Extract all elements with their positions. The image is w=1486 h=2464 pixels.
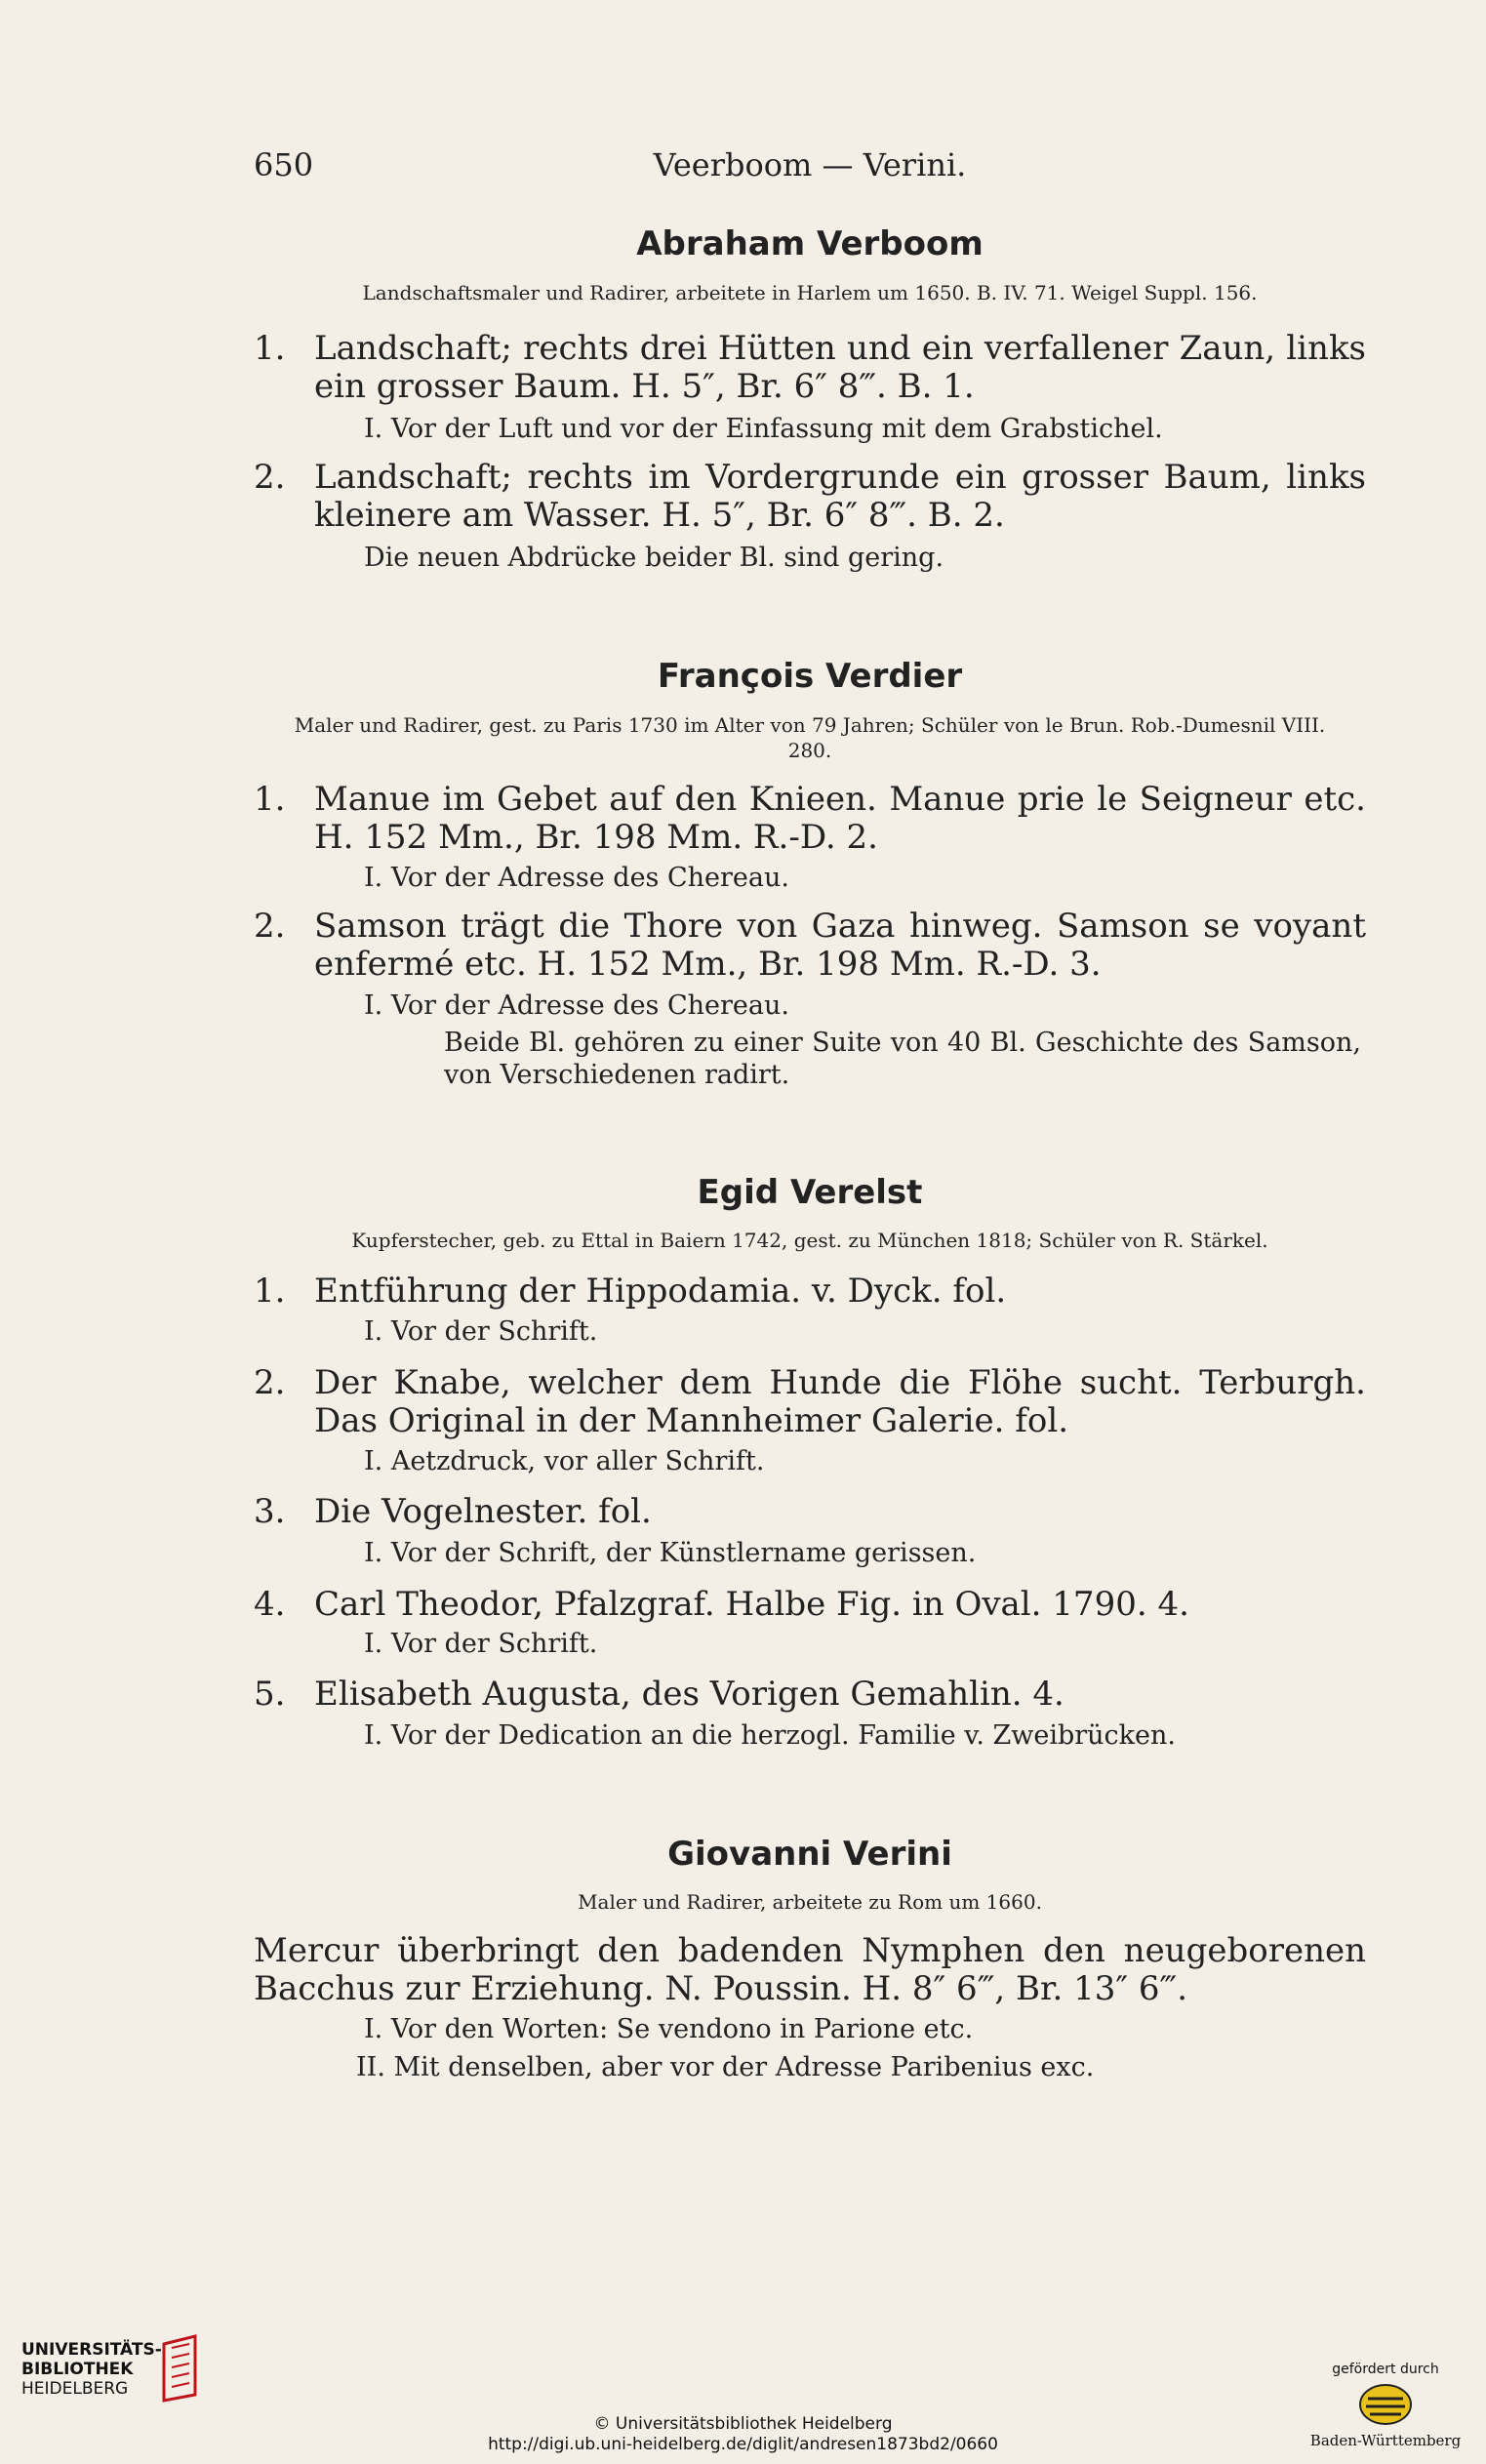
artist-heading: Giovanni Verini: [667, 1835, 952, 1874]
entry-text: Samson trägt die Thore von Gaza hinweg. Samson se voyant enfermé etc. H. 152 Mm., Br. 198 Mm. R.-D. 3.: [314, 907, 1366, 984]
catalog-entry: [254, 781, 1366, 857]
entry-number: 2.: [254, 1363, 286, 1402]
entry-number: 2.: [254, 458, 286, 497]
state-note: Die neuen Abdrücke beider Bl. sind gering.: [364, 543, 944, 573]
page-number: 650: [254, 146, 314, 183]
catalog-entry: [254, 908, 1366, 984]
catalog-entry: [254, 1364, 1366, 1440]
state-note: I. Vor der Adresse des Chereau.: [364, 990, 789, 1021]
state-crest-icon: [1358, 2383, 1413, 2426]
source-url[interactable]: http://digi.ub.uni-heidelberg.de/diglit/andresen1873bd2/0660: [488, 2435, 998, 2454]
catalog-entry: [254, 1676, 1366, 1714]
library-mark-icon: [156, 2334, 203, 2403]
state-note: I. Vor der Schrift.: [364, 1629, 598, 1659]
entry-number: 5.: [254, 1675, 286, 1714]
catalog-entry: [254, 1586, 1366, 1624]
artist-bio: Kupferstecher, geb. zu Ettal in Baiern 1742, gest. zu München 1818; Schüler von R. Stärkel.: [351, 1229, 1268, 1252]
state-note: II. Mit denselben, aber vor der Adresse Paribenius exc.: [356, 2052, 1095, 2082]
entry-text: Landschaft; rechts im Vordergrunde ein grosser Baum, links kleinere am Wasser. H. 5″, Br. 6″ 8‴. B. 2.: [314, 458, 1366, 535]
state-note: I. Vor den Worten: Se vendono in Parione etc.: [364, 2014, 974, 2044]
catalog-entry: [254, 1272, 1366, 1311]
catalog-entry: [254, 459, 1366, 535]
catalog-entry: [254, 1493, 1366, 1531]
entry-text: Landschaft; rechts drei Hütten und ein verfallener Zaun, links ein grosser Baum. H. 5″, Br. 6″ 8‴. B. 1.: [314, 329, 1366, 406]
entry-text: Elisabeth Augusta, des Vorigen Gemahlin. 4.: [314, 1675, 1064, 1714]
entry-text: Manue im Gebet auf den Knieen. Manue prie le Seigneur etc. H. 152 Mm., Br. 198 Mm. R.-D. 2.: [314, 780, 1366, 857]
entry-number: 1.: [254, 1272, 286, 1311]
artist-heading: François Verdier: [657, 657, 963, 696]
entry-number: 2.: [254, 907, 286, 946]
entry-number: 4.: [254, 1585, 286, 1624]
entry-number: 3.: [254, 1492, 286, 1531]
digitization-footer: [0, 2332, 1486, 2464]
entry-number: 1.: [254, 780, 286, 819]
running-head: Veerboom — Verini.: [653, 146, 967, 183]
entry-text: Mercur überbringt den badenden Nymphen den neugeborenen Bacchus zur Erziehung. N. Poussin. H. 8″ 6‴, Br. 13″ 6‴.: [254, 1931, 1366, 2008]
state-note: I. Aetzdruck, vor aller Schrift.: [364, 1446, 765, 1476]
entry-text: Carl Theodor, Pfalzgraf. Halbe Fig. in Oval. 1790. 4.: [314, 1585, 1189, 1624]
artist-bio: Landschaftsmaler und Radirer, arbeitete in Harlem um 1650. B. IV. 71. Weigel Suppl. 156.: [362, 281, 1258, 304]
state-note: I. Vor der Schrift.: [364, 1316, 598, 1347]
artist-bio: Maler und Radirer, gest. zu Paris 1730 im Alter von 79 Jahren; Schüler von le Brun. Rob.-Dumesnil VIII. 280.: [294, 713, 1326, 762]
entry-text: Die Vogelnester. fol.: [314, 1492, 652, 1531]
entry-text: Entführung der Hippodamia. v. Dyck. fol.: [314, 1272, 1007, 1311]
running-header: [254, 146, 1366, 185]
catalog-entry: [254, 1932, 1366, 2008]
library-logo: UNIVERSITÄTS- BIBLIOTHEK HEIDELBERG: [21, 2340, 162, 2399]
sponsor-block: gefördert durch Baden-Württemberg: [1309, 2362, 1462, 2449]
artist-bio: Maler und Radirer, arbeitete zu Rom um 1660.: [578, 1890, 1042, 1914]
artist-heading: Abraham Verboom: [636, 224, 984, 263]
state-note: I. Vor der Schrift, der Künstlername gerissen.: [364, 1538, 977, 1568]
copyright-notice: © Universitätsbibliothek Heidelberg http://digi.ub.uni-heidelberg.de/diglit/andresen1873bd2/0660: [0, 2414, 1486, 2455]
state-note: I. Vor der Dedication an die herzogl. Familie v. Zweibrücken.: [364, 1720, 1176, 1751]
catalog-entry: [254, 330, 1366, 406]
remark: Beide Bl. gehören zu einer Suite von 40 Bl. Geschichte des Samson, von Verschiedenen radirt.: [444, 1028, 1361, 1090]
state-note: I. Vor der Adresse des Chereau.: [364, 863, 789, 893]
artist-heading: Egid Verelst: [697, 1173, 923, 1212]
state-note: I. Vor der Luft und vor der Einfassung mit dem Grabstichel.: [364, 414, 1163, 444]
entry-number: 1.: [254, 329, 286, 368]
entry-text: Der Knabe, welcher dem Hunde die Flöhe sucht. Terburgh. Das Original in der Mannheimer Galerie. fol.: [314, 1363, 1366, 1440]
